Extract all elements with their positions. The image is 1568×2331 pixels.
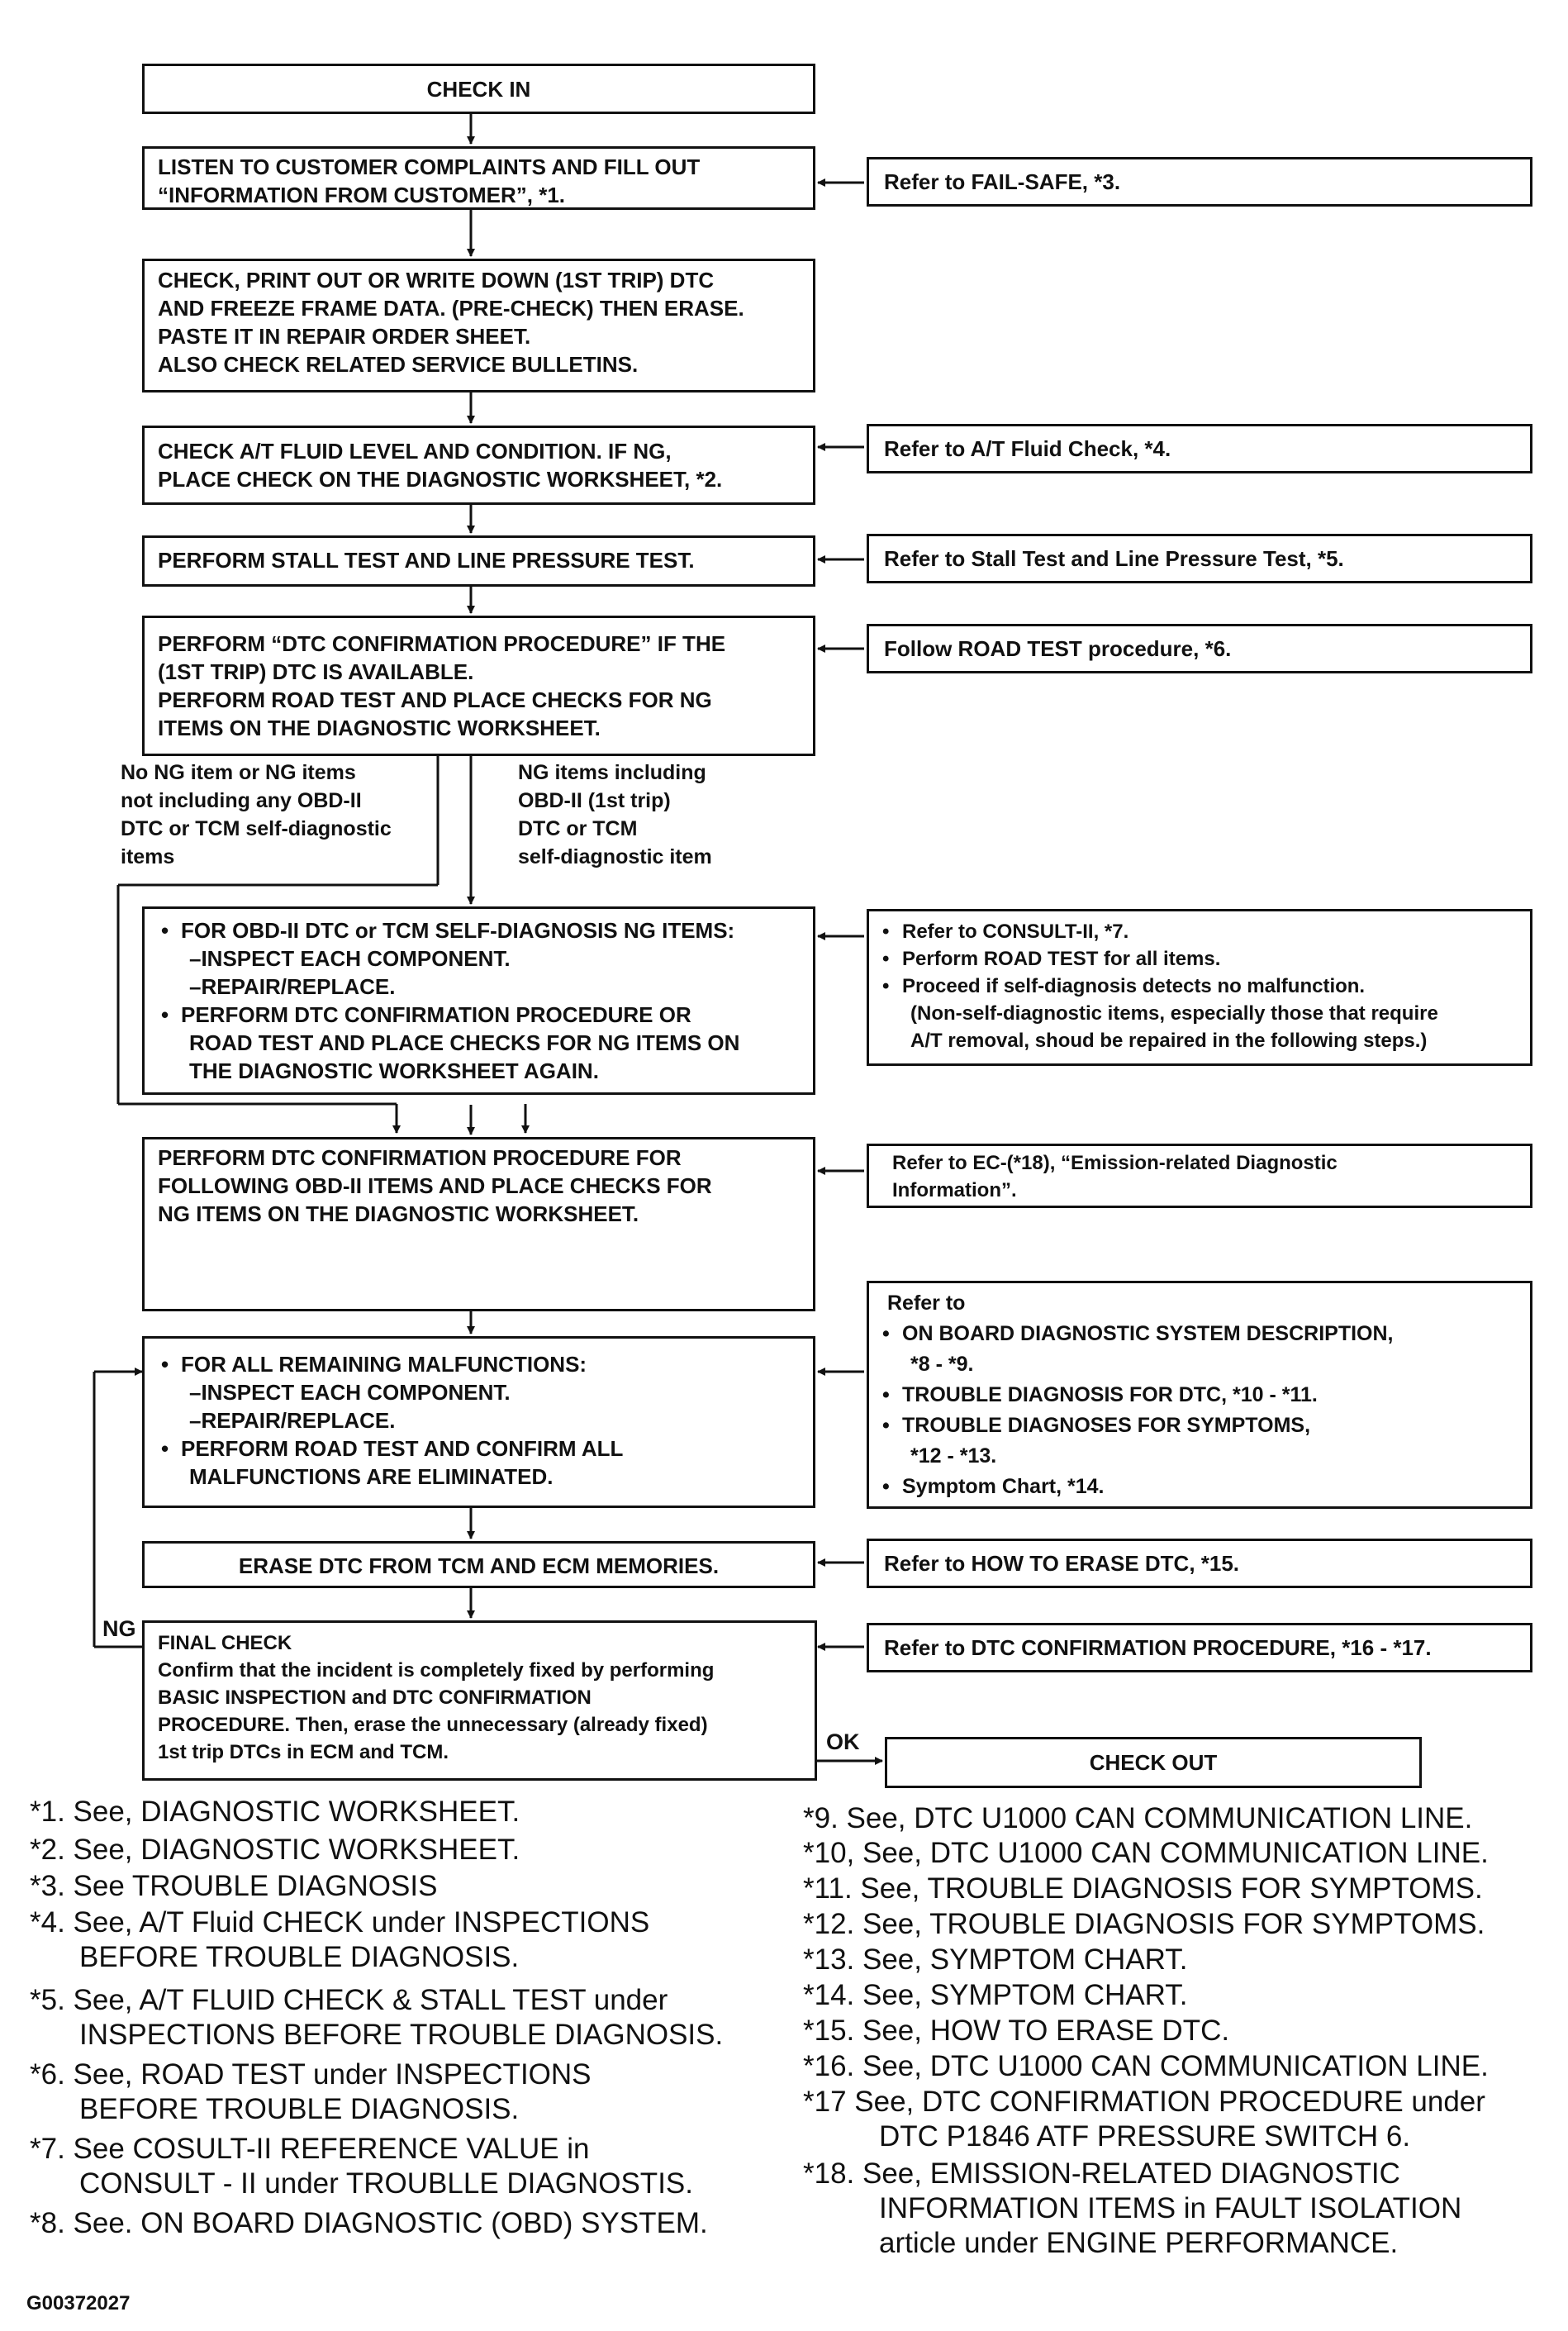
dtc-confirmation-box xyxy=(142,616,815,756)
erase-label: ERASE DTC FROM TCM AND ECM MEMORIES. xyxy=(238,1553,720,1578)
refer-final-box xyxy=(867,1623,1532,1672)
check-in-label: CHECK IN xyxy=(426,77,531,102)
erase-dtc-box xyxy=(142,1541,815,1588)
check-print-line-4: ALSO CHECK RELATED SERVICE BULLETINS. xyxy=(158,352,639,377)
consult-line-4: (Non-self-diagnostic items, especially those that require xyxy=(910,1002,1438,1025)
figure-id: G00372027 xyxy=(26,2292,131,2314)
footnote-line: article under ENGINE PERFORMANCE. xyxy=(879,2227,1399,2259)
check-out-label: CHECK OUT xyxy=(1089,1750,1218,1775)
footnote-item xyxy=(30,1983,723,2053)
footnote-line: *15. See, HOW TO ERASE DTC. xyxy=(803,2015,1230,2047)
refer-failsafe-box xyxy=(867,157,1532,207)
footnote-line: *3. See TROUBLE DIAGNOSIS xyxy=(30,1870,438,1902)
footnote-line: *17 See, DTC CONFIRMATION PROCEDURE under xyxy=(803,2086,1485,2118)
refer-list-item-4: • Symptom Chart, *14. xyxy=(877,1472,1530,1502)
dtc-conf-line-1: PERFORM “DTC CONFIRMATION PROCEDURE” IF THE xyxy=(158,631,726,656)
footnote-line: *2. See, DIAGNOSTIC WORKSHEET. xyxy=(30,1834,520,1866)
footnote-line: *1. See, DIAGNOSTIC WORKSHEET. xyxy=(30,1796,520,1828)
refer-list-item-1b: *8 - *9. xyxy=(910,1353,974,1376)
ok-label: OK xyxy=(826,1729,860,1754)
refer-ec-line-2: Information”. xyxy=(892,1179,1017,1201)
refer-fluid-box xyxy=(867,424,1532,473)
footnote-line: *9. See, DTC U1000 CAN COMMUNICATION LINE. xyxy=(803,1802,1473,1834)
footnote-item xyxy=(803,1836,1489,1871)
footnote-line: *13. See, SYMPTOM CHART. xyxy=(803,1943,1188,1976)
footnote-item xyxy=(803,1907,1485,1942)
remaining-line-5: MALFUNCTIONS ARE ELIMINATED. xyxy=(189,1464,554,1489)
refer-failsafe-label: Refer to FAIL-SAFE, *3. xyxy=(884,169,1121,194)
refer-stall-box xyxy=(867,534,1532,583)
check-print-line-3: PASTE IT IN REPAIR ORDER SHEET. xyxy=(158,324,531,349)
fluid-line-1: CHECK A/T FLUID LEVEL AND CONDITION. IF NG, xyxy=(158,439,672,464)
consult-line-1: • Refer to CONSULT-II, *7. xyxy=(877,918,1530,945)
footnote-item xyxy=(803,2085,1485,2154)
refer-list-item-1: • ON BOARD DIAGNOSTIC SYSTEM DESCRIPTION, xyxy=(877,1319,1530,1349)
footnote-line: CONSULT - II under TROUBLLE DIAGNOSTIS. xyxy=(79,2167,693,2200)
footnote-item xyxy=(803,1801,1472,1836)
refer-erase-box xyxy=(867,1539,1532,1588)
footnote-line: BEFORE TROUBLE DIAGNOSIS. xyxy=(79,2093,520,2125)
footnote-item xyxy=(30,1833,520,1867)
branch-left-label: No NG item or NG items not including any OBD-II DTC or TCM self-diagnostic items xyxy=(121,761,392,868)
remaining-line-3: –REPAIR/REPLACE. xyxy=(189,1408,396,1433)
listen-line-2: “INFORMATION FROM CUSTOMER”, *1. xyxy=(158,183,566,207)
check-print-line-2: AND FREEZE FRAME DATA. (PRE-CHECK) THEN ERASE. xyxy=(158,296,744,321)
refer-stall-label: Refer to Stall Test and Line Pressure Test, *5. xyxy=(884,546,1344,571)
footnote-line: INFORMATION ITEMS in FAULT ISOLATION xyxy=(879,2192,1462,2224)
obd-line-4: • PERFORM DTC CONFIRMATION PROCEDURE OR xyxy=(156,1001,813,1029)
footnote-line: *18. See, EMISSION-RELATED DIAGNOSTIC xyxy=(803,2157,1400,2190)
check-in-box xyxy=(142,64,815,114)
footnote-item xyxy=(30,1905,649,1975)
final-line-5: 1st trip DTCs in ECM and TCM. xyxy=(158,1741,449,1763)
footnote-line: BEFORE TROUBLE DIAGNOSIS. xyxy=(79,1941,520,1973)
dtc-conf-line-4: ITEMS ON THE DIAGNOSTIC WORKSHEET. xyxy=(158,716,601,740)
remaining-line-2: –INSPECT EACH COMPONENT. xyxy=(189,1380,511,1405)
final-check-box xyxy=(142,1620,817,1781)
obd2-line-3: NG ITEMS ON THE DIAGNOSTIC WORKSHEET. xyxy=(158,1201,639,1226)
stall-test-box xyxy=(142,535,815,587)
refer-consult-box xyxy=(867,909,1532,1066)
final-line-1: FINAL CHECK xyxy=(158,1632,292,1654)
refer-list-heading: Refer to xyxy=(887,1292,966,1315)
obd-line-6: THE DIAGNOSTIC WORKSHEET AGAIN. xyxy=(189,1058,599,1083)
refer-road-label: Follow ROAD TEST procedure, *6. xyxy=(884,636,1232,661)
listen-line-1: LISTEN TO CUSTOMER COMPLAINTS AND FILL OUT xyxy=(158,155,701,179)
footnote-line: *5. See, A/T FLUID CHECK & STALL TEST under xyxy=(30,1984,668,2016)
obd2-line-2: FOLLOWING OBD-II ITEMS AND PLACE CHECKS FOR xyxy=(158,1173,712,1198)
final-line-3: BASIC INSPECTION and DTC CONFIRMATION xyxy=(158,1686,592,1709)
refer-road-test-box xyxy=(867,624,1532,673)
dtc-conf-line-3: PERFORM ROAD TEST AND PLACE CHECKS FOR NG xyxy=(158,687,712,712)
footnote-item xyxy=(30,2057,592,2127)
remaining-line-1: • FOR ALL REMAINING MALFUNCTIONS: xyxy=(156,1350,813,1378)
footnote-line: *6. See, ROAD TEST under INSPECTIONS xyxy=(30,2058,592,2091)
obd2-items-box xyxy=(142,1137,815,1311)
obd-line-2: –INSPECT EACH COMPONENT. xyxy=(189,946,511,971)
check-print-line-1: CHECK, PRINT OUT OR WRITE DOWN (1ST TRIP) DTC xyxy=(158,268,715,293)
obd-self-diagnosis-box xyxy=(142,906,815,1095)
obd-line-5: ROAD TEST AND PLACE CHECKS FOR NG ITEMS ON xyxy=(189,1030,740,1055)
footnote-line: *11. See, TROUBLE DIAGNOSIS FOR SYMPTOMS. xyxy=(803,1872,1483,1905)
refer-list-item-3b: *12 - *13. xyxy=(910,1444,997,1468)
final-line-4: PROCEDURE. Then, erase the unnecessary (already fixed) xyxy=(158,1714,708,1736)
listen-customer-box xyxy=(142,146,815,210)
refer-fluid-label: Refer to A/T Fluid Check, *4. xyxy=(884,436,1171,461)
footnote-line: *10, See, DTC U1000 CAN COMMUNICATION LINE. xyxy=(803,1837,1489,1869)
obd-line-3: –REPAIR/REPLACE. xyxy=(189,974,396,999)
dtc-conf-line-2: (1ST TRIP) DTC IS AVAILABLE. xyxy=(158,659,474,684)
check-out-box xyxy=(885,1737,1422,1788)
refer-list-item-3: • TROUBLE DIAGNOSES FOR SYMPTOMS, xyxy=(877,1410,1530,1441)
fluid-line-2: PLACE CHECK ON THE DIAGNOSTIC WORKSHEET, *2. xyxy=(158,467,723,492)
consult-line-5: A/T removal, shoud be repaired in the following steps.) xyxy=(910,1030,1428,1052)
footnote-line: *16. See, DTC U1000 CAN COMMUNICATION LINE. xyxy=(803,2050,1489,2082)
refer-erase-label: Refer to HOW TO ERASE DTC, *15. xyxy=(884,1551,1240,1576)
footnote-item xyxy=(30,2132,693,2201)
stall-label: PERFORM STALL TEST AND LINE PRESSURE TEST. xyxy=(158,548,695,573)
remaining-malfunctions-box xyxy=(142,1336,815,1508)
footnote-line: *4. See, A/T Fluid CHECK under INSPECTIONS xyxy=(30,1906,650,1939)
footnote-line: DTC P1846 ATF PRESSURE SWITCH 6. xyxy=(879,2120,1411,2153)
obd-line-1: • FOR OBD-II DTC or TCM SELF-DIAGNOSIS NG ITEMS: xyxy=(156,916,813,944)
footnote-item xyxy=(803,1978,1188,2013)
footnote-item xyxy=(30,1869,437,1904)
footnote-line: *12. See, TROUBLE DIAGNOSIS FOR SYMPTOMS. xyxy=(803,1908,1485,1940)
footnote-item xyxy=(803,1943,1188,1977)
refer-diagnosis-list-box xyxy=(867,1281,1532,1509)
consult-line-3: • Proceed if self-diagnosis detects no malfunction. xyxy=(877,973,1530,1000)
refer-list-item-2: • TROUBLE DIAGNOSIS FOR DTC, *10 - *11. xyxy=(877,1380,1530,1410)
remaining-line-4: • PERFORM ROAD TEST AND CONFIRM ALL xyxy=(156,1434,813,1463)
branch-right-label: NG items including OBD-II (1st trip) DTC or TCM self-diagnostic item xyxy=(518,761,712,868)
footnote-line: INSPECTIONS BEFORE TROUBLE DIAGNOSIS. xyxy=(79,2019,724,2051)
footnote-item xyxy=(30,1795,520,1829)
ng-label: NG xyxy=(102,1616,136,1641)
check-print-box xyxy=(142,259,815,392)
obd2-line-1: PERFORM DTC CONFIRMATION PROCEDURE FOR xyxy=(158,1145,682,1170)
final-line-2: Confirm that the incident is completely fixed by performing xyxy=(158,1659,715,1682)
consult-line-2: • Perform ROAD TEST for all items. xyxy=(877,945,1530,973)
footnote-item xyxy=(30,2206,708,2241)
footnote-line: *14. See, SYMPTOM CHART. xyxy=(803,1979,1188,2011)
footnote-line: *8. See. ON BOARD DIAGNOSTIC (OBD) SYSTEM. xyxy=(30,2207,708,2239)
refer-final-label: Refer to DTC CONFIRMATION PROCEDURE, *16 - *17. xyxy=(884,1635,1432,1660)
footnote-line: *7. See COSULT-II REFERENCE VALUE in xyxy=(30,2133,590,2165)
footnote-item xyxy=(803,2049,1489,2084)
footnote-item xyxy=(803,2014,1229,2048)
fluid-check-box xyxy=(142,426,815,505)
footnote-item xyxy=(803,1872,1483,1906)
footnote-item xyxy=(803,2157,1461,2261)
refer-ec-box xyxy=(867,1144,1532,1208)
refer-ec-line-1: Refer to EC-(*18), “Emission-related Diagnostic xyxy=(892,1152,1338,1174)
